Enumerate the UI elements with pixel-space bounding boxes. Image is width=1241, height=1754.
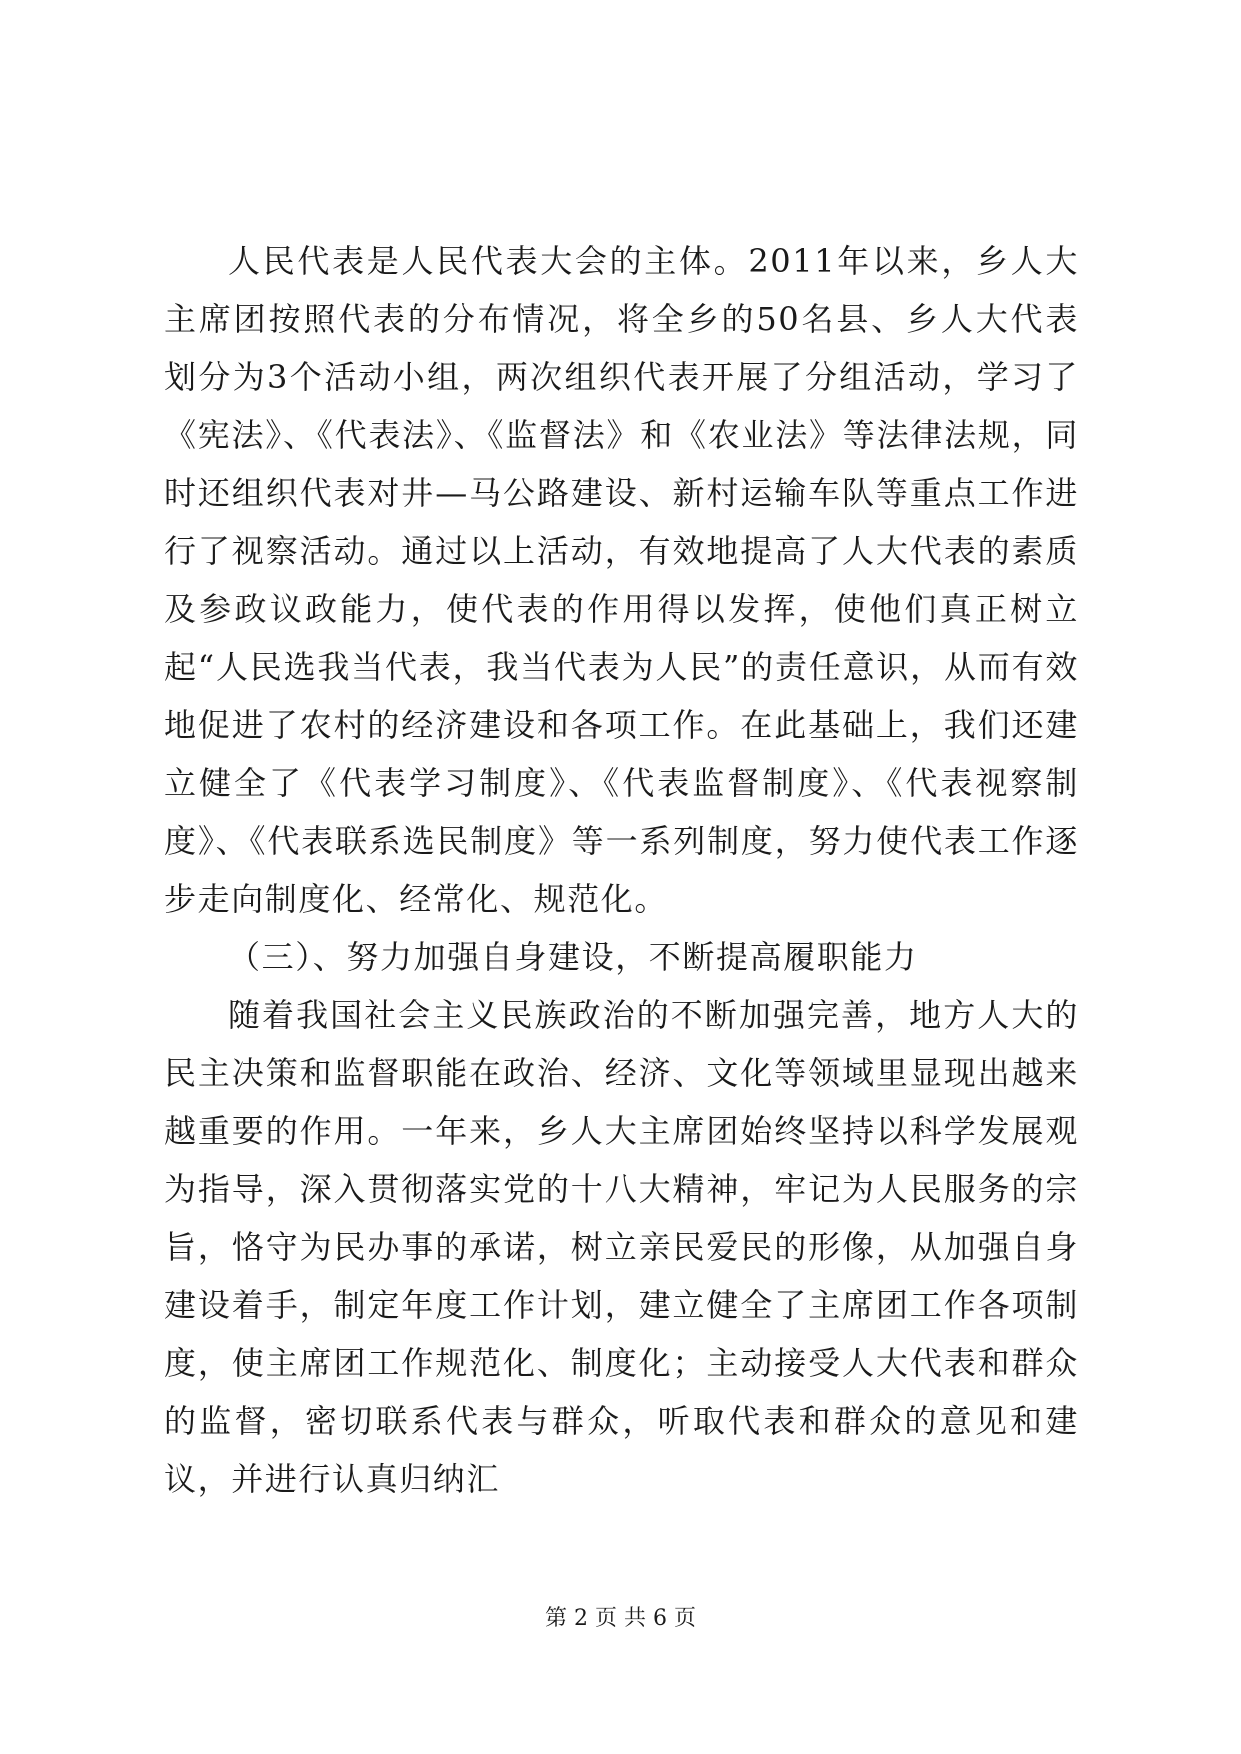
document-body — [164, 232, 1079, 1508]
body-paragraph: 随着我国社会主义民族政治的不断加强完善，地方人大的民主决策和监督职能在政治、经济、文化等领域里显现出越来越重要的作用。一年来，乡人大主席团始终坚持以科学发展观为指导，深入贯彻落实党的十八大精神，牢记为人民服务的宗旨，恪守为民办事的承诺，树立亲民爱民的形像，从加强自身建设着手，制定年度工作计划，建立健全了主席团工作各项制度，使主席团工作规范化、制度化；主动接受人大代表和群众的监督，密切联系代表与群众，听取代表和群众的意见和建议，并进行认真归纳汇 — [164, 996, 1079, 1498]
body-paragraph: 人民代表是人民代表大会的主体。2011年以来，乡人大主席团按照代表的分布情况，将全乡的50名县、乡人大代表划分为3个活动小组，两次组织代表开展了分组活动，学习了《宪法》、《代表法》、《监督法》和《农业法》等法律法规，同时还组织代表对井—马公路建设、新村运输车队等重点工作进行了视察活动。通过以上活动，有效地提高了人大代表的素质及参政议政能力，使代表的作用得以发挥，使他们真正树立起“人民选我当代表，我当代表为人民”的责任意识，从而有效地促进了农村的经济建设和各项工作。在此基础上，我们还建立健全了《代表学习制度》、《代表监督制度》、《代表视察制度》、《代表联系选民制度》等一系列制度，努力使代表工作逐步走向制度化、经常化、规范化。 — [164, 242, 1079, 918]
section-heading: （三）、努力加强自身建设，不断提高履职能力 — [228, 938, 918, 976]
page-number-footer: 第 2 页 共 6 页 — [545, 1606, 696, 1631]
